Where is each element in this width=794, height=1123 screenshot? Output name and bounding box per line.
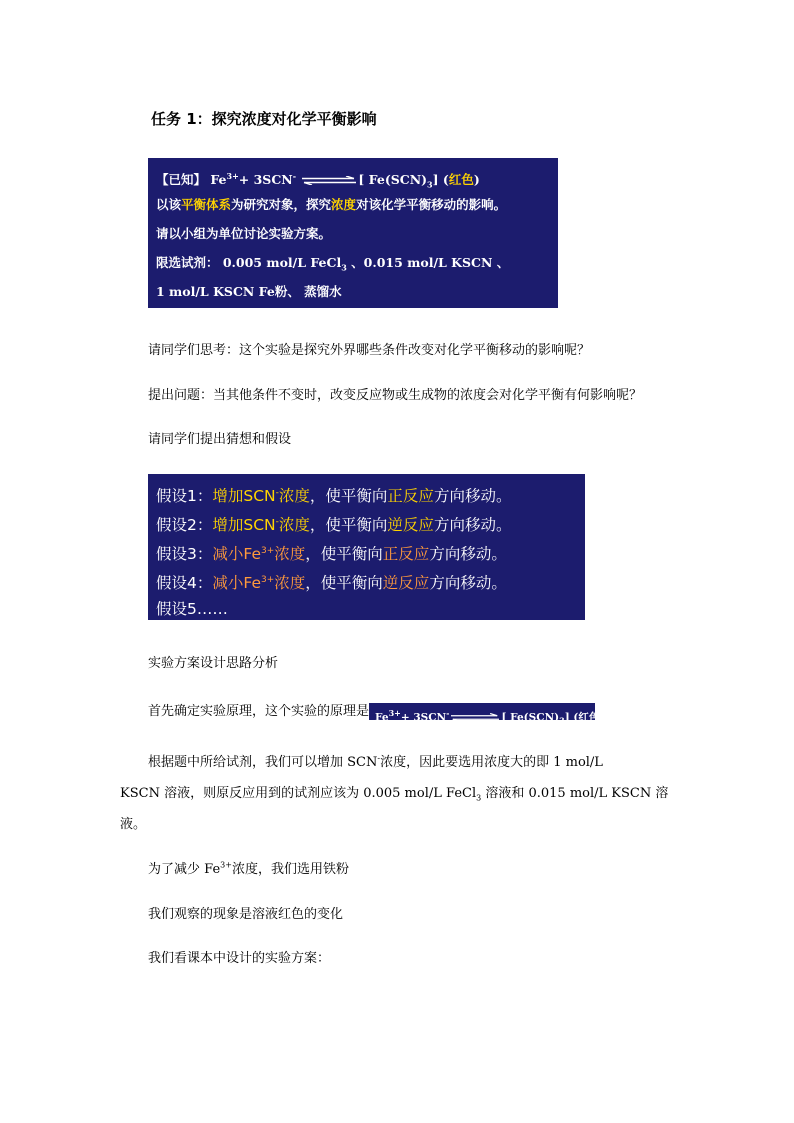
highlight-system: 平衡体系: [181, 197, 232, 212]
text-segment: 溶液和 0.015 mol/L KSCN 溶: [481, 786, 669, 801]
hypothesis-concentration: 浓度: [274, 545, 306, 564]
fe-charge: 3+: [226, 171, 239, 181]
fe-charge: 3+: [220, 860, 232, 870]
scn-charge: -: [446, 708, 450, 718]
design-heading: 实验方案设计思路分析: [148, 656, 279, 671]
reagent-paragraph-line-3: 液。: [120, 817, 147, 832]
hypothesis-direction: 逆反应: [382, 574, 430, 593]
principle-text: 首先确定实验原理，这个实验的原理是: [148, 704, 370, 719]
text-segment: 方向移动。: [433, 516, 512, 535]
hypothesis-1: [156, 480, 577, 509]
text-segment: KSCN 溶液，则原反应用到的试剂应该为 0.005 mol/L FeCl: [120, 786, 477, 801]
hypothesis-label: 假设1：: [156, 487, 213, 506]
reagent-paragraph-line-1: [148, 751, 603, 770]
equation-close: ): [473, 172, 480, 188]
observe-paragraph: 我们观察的现象是溶液红色的变化: [148, 907, 344, 922]
hypothesis-direction: 正反应: [387, 487, 434, 506]
equation-product: [ Fe(SCN): [501, 711, 560, 724]
page-title: 任务 1：探究浓度对化学平衡影响: [151, 110, 377, 128]
product-subscript: 3: [559, 715, 565, 726]
fe-charge: 3+: [388, 708, 401, 718]
think-paragraph: 请同学们思考：这个实验是探究外界哪些条件改变对化学平衡移动的影响呢？: [148, 343, 591, 358]
ion-charge: 3+: [260, 546, 275, 556]
hypothesis-label: 假设3：: [156, 545, 213, 564]
text-segment: 根据题中所给试剂，我们可以增加 SCN: [148, 755, 378, 770]
hypothesis-prompt: 请同学们提出猜想和假设: [148, 432, 292, 447]
equilibrium-arrow-icon: [451, 713, 499, 722]
reagent-kscn: 、0.015 mol/L KSCN 、: [346, 255, 510, 270]
textbook-paragraph: 我们看课本中设计的实验方案：: [148, 951, 331, 966]
text-segment: 对该化学平衡移动的影响。: [356, 197, 507, 212]
equilibrium-arrow-icon: [302, 176, 356, 185]
highlight-concentration: 浓度: [331, 197, 357, 212]
equation-fe: Fe: [375, 711, 389, 724]
hypothesis-5: 假设5……: [156, 600, 228, 618]
hypothesis-concentration: 浓度: [278, 487, 310, 506]
reagents-line: [156, 253, 550, 282]
equation-scn: + 3SCN: [238, 172, 293, 188]
hypothesis-concentration: 浓度: [274, 574, 306, 593]
hypothesis-change: 减小Fe: [212, 574, 261, 593]
hypothesis-label: 假设2：: [156, 516, 213, 535]
text-segment: ，使平衡向: [305, 574, 383, 593]
hypothesis-4: [156, 567, 577, 596]
text-segment: 方向移动。: [429, 574, 507, 593]
hypothesis-change: 减小Fe: [212, 545, 261, 564]
equation-product: [ Fe(SCN): [358, 172, 428, 188]
fecl3-subscript: 3: [476, 793, 482, 803]
text-segment: 浓度，我们选用铁粉: [231, 862, 349, 877]
hypothesis-concentration: 浓度: [278, 516, 310, 535]
reagent-paragraph-line-2: [120, 782, 668, 803]
text-segment: ，使平衡向: [309, 487, 388, 506]
text-segment: 为研究对象，探究: [231, 197, 332, 212]
hypothesis-label: 假设4：: [156, 574, 213, 593]
hypothesis-direction: 逆反应: [387, 516, 434, 535]
hypothesis-direction: 正反应: [382, 545, 430, 564]
text-segment: 以该: [156, 197, 182, 212]
reagent-fecl3: 限选试剂： 0.005 mol/L FeCl: [156, 255, 342, 270]
text-segment: ，使平衡向: [309, 516, 388, 535]
equation-scn: + 3SCN: [400, 711, 447, 724]
text-segment: 为了减少 Fe: [148, 862, 221, 877]
reagents-line-2: 1 mol/L KSCN Fe粉、 蒸馏水: [156, 284, 342, 299]
ion-charge: -: [275, 517, 279, 527]
product-subscript: 3: [427, 179, 433, 190]
hypothesis-change: 增加SCN: [212, 487, 276, 506]
research-object-line: [156, 195, 550, 224]
color-label: 红色: [448, 172, 474, 188]
hypothesis-3: [156, 538, 577, 567]
equation-tail: ] (红色): [564, 711, 605, 724]
text-segment: 浓度，因此要选用浓度大的即 1 mol/L: [380, 755, 603, 770]
hypothesis-change: 增加SCN: [212, 516, 276, 535]
ion-charge: -: [275, 488, 279, 498]
known-conditions-box: [148, 158, 558, 308]
scn-charge: -: [377, 753, 381, 763]
question-paragraph: 提出问题：当其他条件不变时，改变反应物或生成物的浓度会对化学平衡有何影响呢？: [148, 388, 643, 403]
text-segment: 方向移动。: [433, 487, 512, 506]
ion-charge: 3+: [260, 575, 275, 585]
principle-paragraph: [148, 700, 605, 726]
text-segment: 方向移动。: [429, 545, 507, 564]
scn-charge: -: [292, 171, 297, 181]
text-segment: ，使平衡向: [305, 545, 383, 564]
equation-bracket: ] (: [432, 172, 449, 188]
iron-paragraph: [148, 858, 349, 877]
fecl3-subscript: 3: [341, 262, 347, 273]
hypothesis-2: [156, 509, 577, 538]
hypotheses-box: [148, 474, 585, 620]
group-discussion-line: 请以小组为单位讨论实验方案。: [156, 226, 332, 241]
inline-equation: [369, 703, 605, 726]
equation-line: [156, 166, 550, 195]
equation-fe: 【已知】 Fe: [156, 172, 227, 188]
